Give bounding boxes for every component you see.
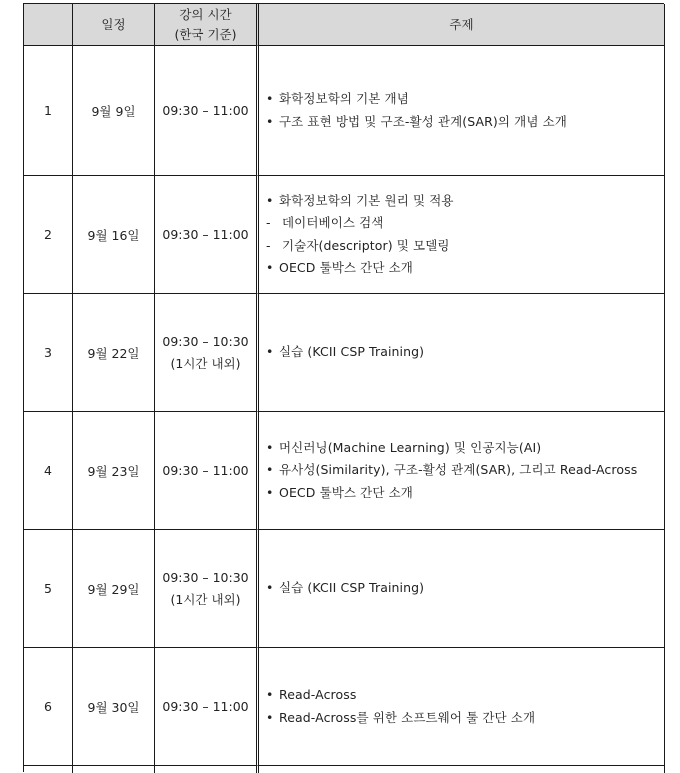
topic-text: Read-Across xyxy=(279,687,357,702)
row-topic xyxy=(259,46,665,176)
topic-text: OECD 툴박스 간단 소개 xyxy=(279,484,413,500)
topic-item xyxy=(266,341,424,364)
row-time-range: 09:30 – 11:00 xyxy=(162,226,249,242)
header-time-line2: (한국 기준) xyxy=(174,26,237,42)
topic-text: OECD 툴박스 간단 소개 xyxy=(279,260,413,275)
row-time-range: 09:30 – 11:00 xyxy=(162,102,249,118)
header-date-label: 일정 xyxy=(101,16,126,32)
bullet-marker: • xyxy=(266,344,274,360)
topic-text: 머신러닝(Machine Learning) 및 인공지능(AI) xyxy=(279,439,542,455)
bullet-marker: • xyxy=(266,484,274,500)
topic-item xyxy=(266,482,637,505)
topic-list xyxy=(266,190,454,280)
header-date xyxy=(73,4,155,46)
row-topic xyxy=(259,412,665,530)
row-time-range: 09:30 – 11:00 xyxy=(162,462,249,478)
row-time-note: (1시간 내외) xyxy=(170,591,241,607)
topic-text: 화학정보학의 기본 개념 xyxy=(279,91,409,106)
row-time xyxy=(155,294,259,412)
row-time xyxy=(155,648,259,766)
topic-item xyxy=(266,577,424,600)
topic-item xyxy=(266,88,567,111)
bullet-marker: - xyxy=(266,215,271,230)
bullet-marker: • xyxy=(266,687,274,702)
bullet-marker: • xyxy=(266,91,274,106)
row-topic xyxy=(259,176,665,294)
row-date: 9월 29일 xyxy=(73,530,155,648)
row-time-range: 09:30 – 10:30 xyxy=(162,569,249,585)
bullet-marker: - xyxy=(266,237,271,253)
header-no xyxy=(24,4,73,46)
topic-item xyxy=(266,684,535,707)
topic-item xyxy=(266,707,535,730)
topic-text: 데이터베이스 검색 xyxy=(282,215,384,230)
topic-item xyxy=(266,212,454,235)
topic-item xyxy=(266,235,454,258)
topic-list xyxy=(266,437,637,505)
header-time xyxy=(155,4,259,46)
bullet-marker: • xyxy=(266,113,274,129)
row-time xyxy=(155,530,259,648)
bullet-marker: • xyxy=(266,580,274,596)
topic-item xyxy=(266,257,454,280)
topic-text: 실습 (KCII CSP Training) xyxy=(279,344,425,360)
row-time xyxy=(155,46,259,176)
topic-list xyxy=(266,341,424,364)
schedule-table xyxy=(23,3,664,772)
row-date: 9월 30일 xyxy=(73,648,155,766)
header-time-line1: 강의 시간 xyxy=(179,6,232,22)
topic-text: 구조 표현 방법 및 구조-활성 관계(SAR)의 개념 소개 xyxy=(279,113,567,129)
bullet-marker: • xyxy=(266,439,274,455)
topic-text: 화학정보학의 기본 원리 및 적용 xyxy=(279,192,454,208)
topic-list xyxy=(266,88,567,133)
row-date: 9월 16일 xyxy=(73,176,155,294)
topic-item xyxy=(266,437,637,460)
bullet-marker: • xyxy=(266,192,274,208)
topic-text: 기술자(descriptor) 및 모델링 xyxy=(282,237,450,253)
topic-item xyxy=(266,111,567,134)
topic-list xyxy=(266,684,535,729)
row-time-range: 09:30 – 10:30 xyxy=(162,333,249,349)
header-topic xyxy=(259,4,665,46)
row-date: 9월 23일 xyxy=(73,412,155,530)
topic-text: 유사성(Similarity), 구조-활성 관계(SAR), 그리고 Read-Across xyxy=(279,462,638,478)
topic-text: Read-Across를 위한 소프트웨어 툴 간단 소개 xyxy=(279,709,536,725)
topic-text: 실습 (KCII CSP Training) xyxy=(279,580,425,596)
row-number: 4 xyxy=(24,412,73,530)
topic-item xyxy=(266,459,637,482)
row-number: 6 xyxy=(24,648,73,766)
row-topic xyxy=(259,294,665,412)
header-topic-label: 주제 xyxy=(449,16,474,32)
row-number: 1 xyxy=(24,46,73,176)
bullet-marker: • xyxy=(266,260,274,275)
bullet-marker: • xyxy=(266,709,274,725)
row-time-range: 09:30 – 11:00 xyxy=(162,698,249,714)
row-topic xyxy=(259,530,665,648)
bullet-marker: • xyxy=(266,462,274,478)
row-number: 5 xyxy=(24,530,73,648)
row-time xyxy=(155,412,259,530)
row-time xyxy=(155,176,259,294)
row-time-note: (1시간 내외) xyxy=(170,355,241,371)
row-date: 9월 22일 xyxy=(73,294,155,412)
row-number: 3 xyxy=(24,294,73,412)
row-number: 2 xyxy=(24,176,73,294)
topic-item xyxy=(266,190,454,213)
row-topic xyxy=(259,648,665,766)
row-date: 9월 9일 xyxy=(73,46,155,176)
topic-list xyxy=(266,577,424,600)
